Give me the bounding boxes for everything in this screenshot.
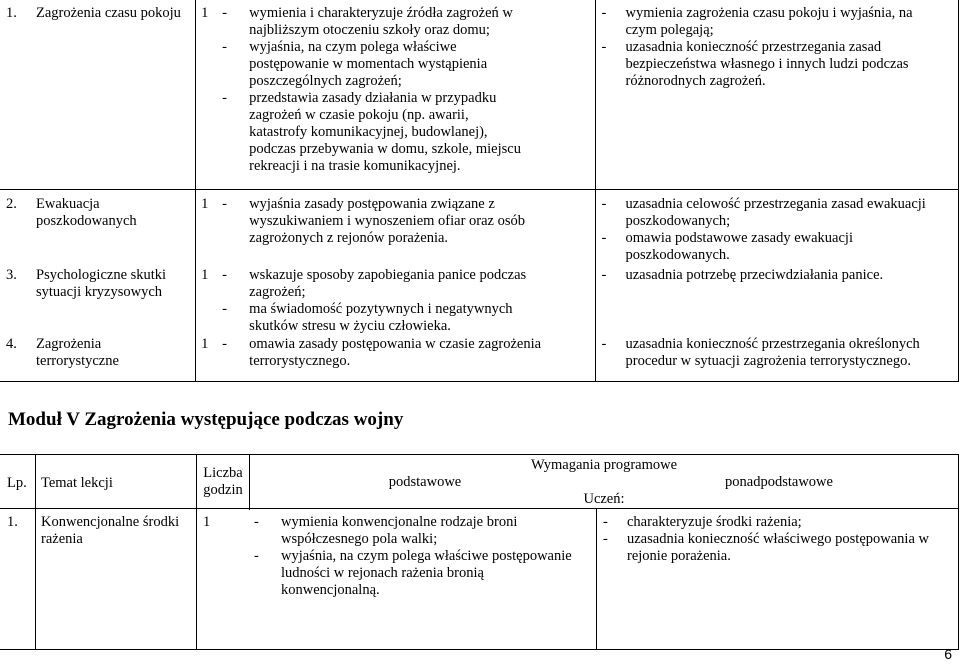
row-4-topic: Zagrożenia terrorystyczne: [36, 336, 119, 369]
t2-row-1-extended-list: [601, 514, 946, 565]
row-1-basic-cell: [196, 0, 595, 190]
row-1-lp: 1.: [6, 5, 17, 21]
header-hours: Liczba godzin: [203, 465, 243, 498]
header-topic: Temat lekcji: [41, 475, 113, 491]
row-1-topic: Zagrożenia czasu pokoju: [36, 5, 181, 21]
requirements-table-2: [0, 454, 959, 650]
row-3-extended-list: [600, 267, 950, 284]
t2-row-1-lp: 1.: [7, 514, 18, 530]
t2-row-1-extended-cell: [597, 509, 959, 650]
page-number: 6: [944, 646, 952, 662]
list-item: - wyjaśnia, na czym polega właściwe postępowanie ludności w rejonach rażenia bronią konwencjonalną.: [254, 548, 584, 599]
header-hours-cell: [197, 455, 250, 509]
row-1-basic-list: [222, 5, 522, 175]
list-item: - uzasadnia konieczność przestrzegania określonych procedur w sytuacji zagrożenia terrorystycznego.: [600, 336, 950, 370]
header-student: Uczeń:: [583, 491, 625, 507]
header-extended: ponadpodstawowe: [725, 474, 833, 490]
list-item: - wskazuje sposoby zapobiegania panice podczas zagrożeń;: [222, 267, 542, 301]
list-item: - charakteryzuje środki rażenia;: [601, 514, 946, 531]
rows-2-4-extended-cell: [595, 190, 959, 382]
row-2-lp: 2.: [6, 196, 17, 212]
list-item: - omawia zasady postępowania w czasie zagrożenia terrorystycznego.: [222, 336, 582, 370]
list-item: - wymienia konwencjonalne rodzaje broni współczesnego pola walki;: [254, 514, 584, 548]
row-2-topic: Ewakuacja poszkodowanych: [36, 196, 137, 229]
header-lp: Lp.: [7, 475, 27, 491]
header-requirements: Wymagania programowe: [530, 457, 678, 473]
list-item: - uzasadnia potrzebę przeciwdziałania panice.: [600, 267, 950, 284]
row-2-extended-list: [600, 196, 950, 264]
list-item: - wyjaśnia, na czym polega właściwe postępowanie w momentach wystąpienia poszczególnych zagrożeń;: [222, 39, 522, 90]
row-2-hours: 1: [201, 196, 209, 212]
row-3-topic: Psychologiczne skutki sytuacji kryzysowych: [36, 267, 167, 300]
t2-row-1-basic-cell: [197, 509, 597, 650]
row-4-basic-list: [222, 336, 582, 370]
row-3-hours: 1: [201, 267, 209, 283]
list-item: - wymienia i charakteryzuje źródła zagrożeń w najbliższym otoczeniu szkoły oraz domu;: [222, 5, 522, 39]
t2-row-1-topic-cell: [36, 509, 197, 650]
t2-row-1-topic: Konwencjonalne środki rażenia: [41, 514, 180, 547]
row-1-topic-cell: [0, 0, 196, 190]
row-4-lp: 4.: [6, 336, 17, 352]
row-4-extended-list: [600, 336, 950, 370]
list-item: - przedstawia zasady działania w przypadku zagrożeń w czasie pokoju (np. awarii, katastrofy komunikacyjnej, budowlanej), podczas przebywania w domu, szkole, miejscu rekreacji i na trasie komunikacyjnej.: [222, 90, 522, 175]
list-item: - omawia podstawowe zasady ewakuacji poszkodowanych.: [600, 230, 950, 264]
row-3-basic-list: [222, 267, 542, 335]
header-lp-cell: [0, 455, 36, 509]
row-1-lp-cell: [0, 509, 36, 650]
list-item: - uzasadnia celowość przestrzegania zasad ewakuacji poszkodowanych;: [600, 196, 950, 230]
row-4-hours: 1: [201, 336, 209, 352]
row-1-hours: 1: [201, 5, 209, 21]
rows-2-4-topic-cell: [0, 190, 196, 382]
module-heading: Moduł V Zagrożenia występujące podczas wojny: [8, 409, 404, 430]
t2-row-1-hours: 1: [203, 514, 211, 530]
header-requirements-cell: [250, 455, 959, 509]
list-item: - wyjaśnia zasady postępowania związane z wyszukiwaniem i wynoszeniem ofiar oraz osób zagrożonych z rejonów porażenia.: [222, 196, 532, 247]
rows-2-4-basic-cell: [196, 190, 595, 382]
row-2-basic-list: [222, 196, 532, 247]
row-1-extended-list: [600, 5, 930, 90]
list-item: - ma świadomość pozytywnych i negatywnych skutków stresu w życiu człowieka.: [222, 301, 542, 335]
row-3-lp: 3.: [6, 267, 17, 283]
header-basic: podstawowe: [388, 474, 462, 490]
header-topic-cell: [36, 455, 197, 509]
t2-row-1-basic-list: [254, 514, 584, 599]
list-item: - wymienia zagrożenia czasu pokoju i wyjaśnia, na czym polegają;: [600, 5, 930, 39]
list-item: - uzasadnia konieczność przestrzegania zasad bezpieczeństwa własnego i innych ludzi podczas różnorodnych zagrożeń.: [600, 39, 930, 90]
row-1-extended-cell: [595, 0, 959, 190]
list-item: - uzasadnia konieczność właściwego postępowania w rejonie porażenia.: [601, 531, 946, 565]
